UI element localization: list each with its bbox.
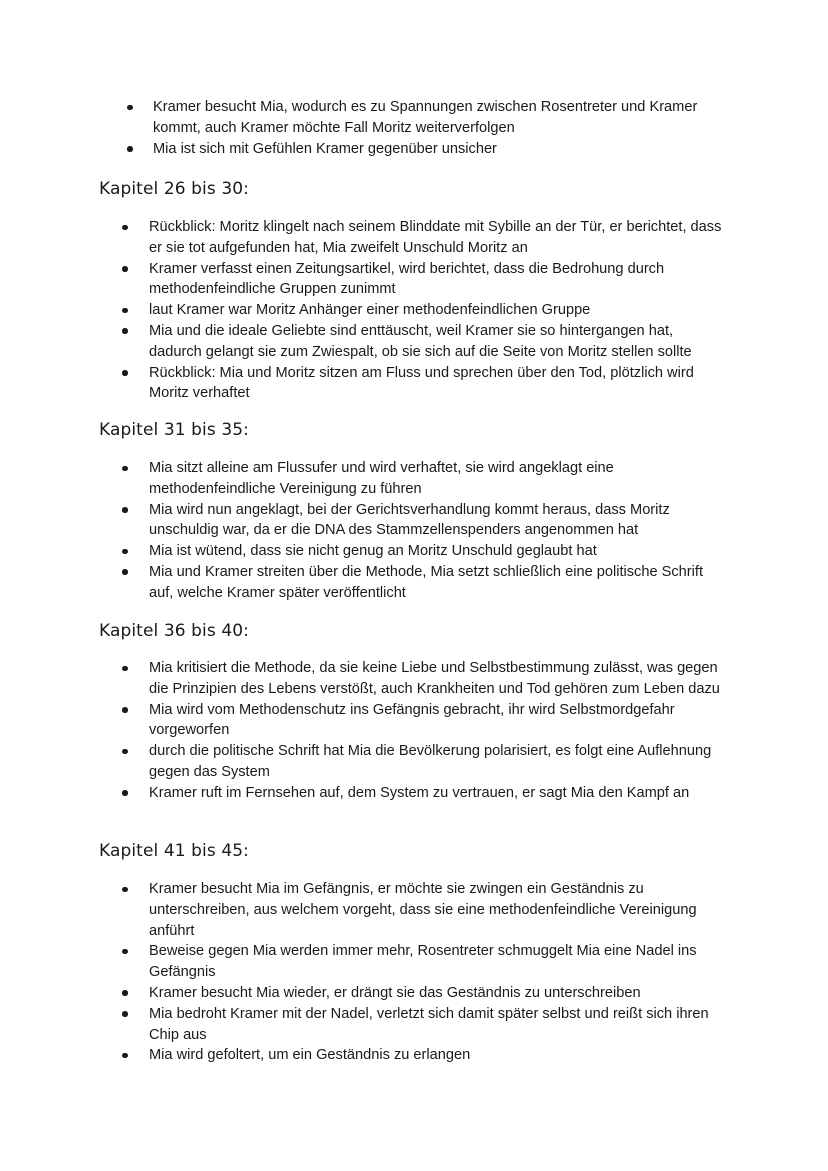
list-item: Kramer besucht Mia wieder, er drängt sie das Geständnis zu unterschreiben [0,983,729,1004]
list-item: Mia kritisiert die Methode, da sie keine Liebe und Selbstbestimmung zulässt, was gegen die Prinzipien des Lebens verstößt, auch Krankheiten und Tod gehören zum Leben dazu [0,658,729,700]
list-item: durch die politische Schrift hat Mia die Bevölkerung polarisiert, es folgt eine Auflehnung gegen das System [0,741,729,783]
section-heading: Kapitel 41 bis 45: [99,841,250,861]
intro-bullet-list [0,97,733,159]
list-item: Beweise gegen Mia werden immer mehr, Rosentreter schmuggelt Mia eine Nadel ins Gefängnis [0,941,729,983]
section-bullet-list [0,658,729,804]
section-heading: Kapitel 36 bis 40: [99,621,250,641]
section-bullet-list [0,217,729,404]
list-item: Mia sitzt alleine am Flussufer und wird verhaftet, sie wird angeklagt eine methodenfeindliche Vereinigung zu führen [0,458,729,500]
list-item: Mia wird gefoltert, um ein Geständnis zu erlangen [0,1045,729,1066]
list-item: Kramer besucht Mia, wodurch es zu Spannungen zwischen Rosentreter und Kramer kommt, auch Kramer möchte Fall Moritz weiterverfolgen [0,97,733,139]
list-item: Mia bedroht Kramer mit der Nadel, verletzt sich damit später selbst und reißt sich ihren Chip aus [0,1004,729,1046]
list-item: Mia und Kramer streiten über die Methode, Mia setzt schließlich eine politische Schrift auf, welche Kramer später veröffentlicht [0,562,729,604]
list-item: laut Kramer war Moritz Anhänger einer methodenfeindlichen Gruppe [0,300,729,321]
section-heading: Kapitel 31 bis 35: [99,420,250,440]
list-item: Mia ist sich mit Gefühlen Kramer gegenüber unsicher [0,139,733,160]
list-item: Mia wird vom Methodenschutz ins Gefängnis gebracht, ihr wird Selbstmordgefahr vorgeworfen [0,700,729,742]
section-heading: Kapitel 26 bis 30: [99,179,250,199]
list-item: Mia ist wütend, dass sie nicht genug an Moritz Unschuld geglaubt hat [0,541,729,562]
list-item: Kramer verfasst einen Zeitungsartikel, wird berichtet, dass die Bedrohung durch methodenfeindliche Gruppen zunimmt [0,259,729,301]
list-item: Rückblick: Moritz klingelt nach seinem Blinddate mit Sybille an der Tür, er berichtet, dass er sie tot aufgefunden hat, Mia zweifelt Unschuld Moritz an [0,217,729,259]
list-item: Mia und die ideale Geliebte sind enttäuscht, weil Kramer sie so hintergangen hat, dadurch gelangt sie zum Zwiespalt, ob sie sich auf die Seite von Moritz stellen sollte [0,321,729,363]
section-bullet-list [0,458,729,604]
list-item: Kramer ruft im Fernsehen auf, dem System zu vertrauen, er sagt Mia den Kampf an [0,783,729,804]
list-item: Rückblick: Mia und Moritz sitzen am Fluss und sprechen über den Tod, plötzlich wird Moritz verhaftet [0,363,729,405]
section-bullet-list [0,879,729,1066]
list-item: Kramer besucht Mia im Gefängnis, er möchte sie zwingen ein Geständnis zu unterschreiben, aus welchem vorgeht, dass sie eine methodenfeindliche Vereinigung anführt [0,879,729,941]
list-item: Mia wird nun angeklagt, bei der Gerichtsverhandlung kommt heraus, dass Moritz unschuldig war, da er die DNA des Stammzellenspenders angenommen hat [0,500,729,542]
